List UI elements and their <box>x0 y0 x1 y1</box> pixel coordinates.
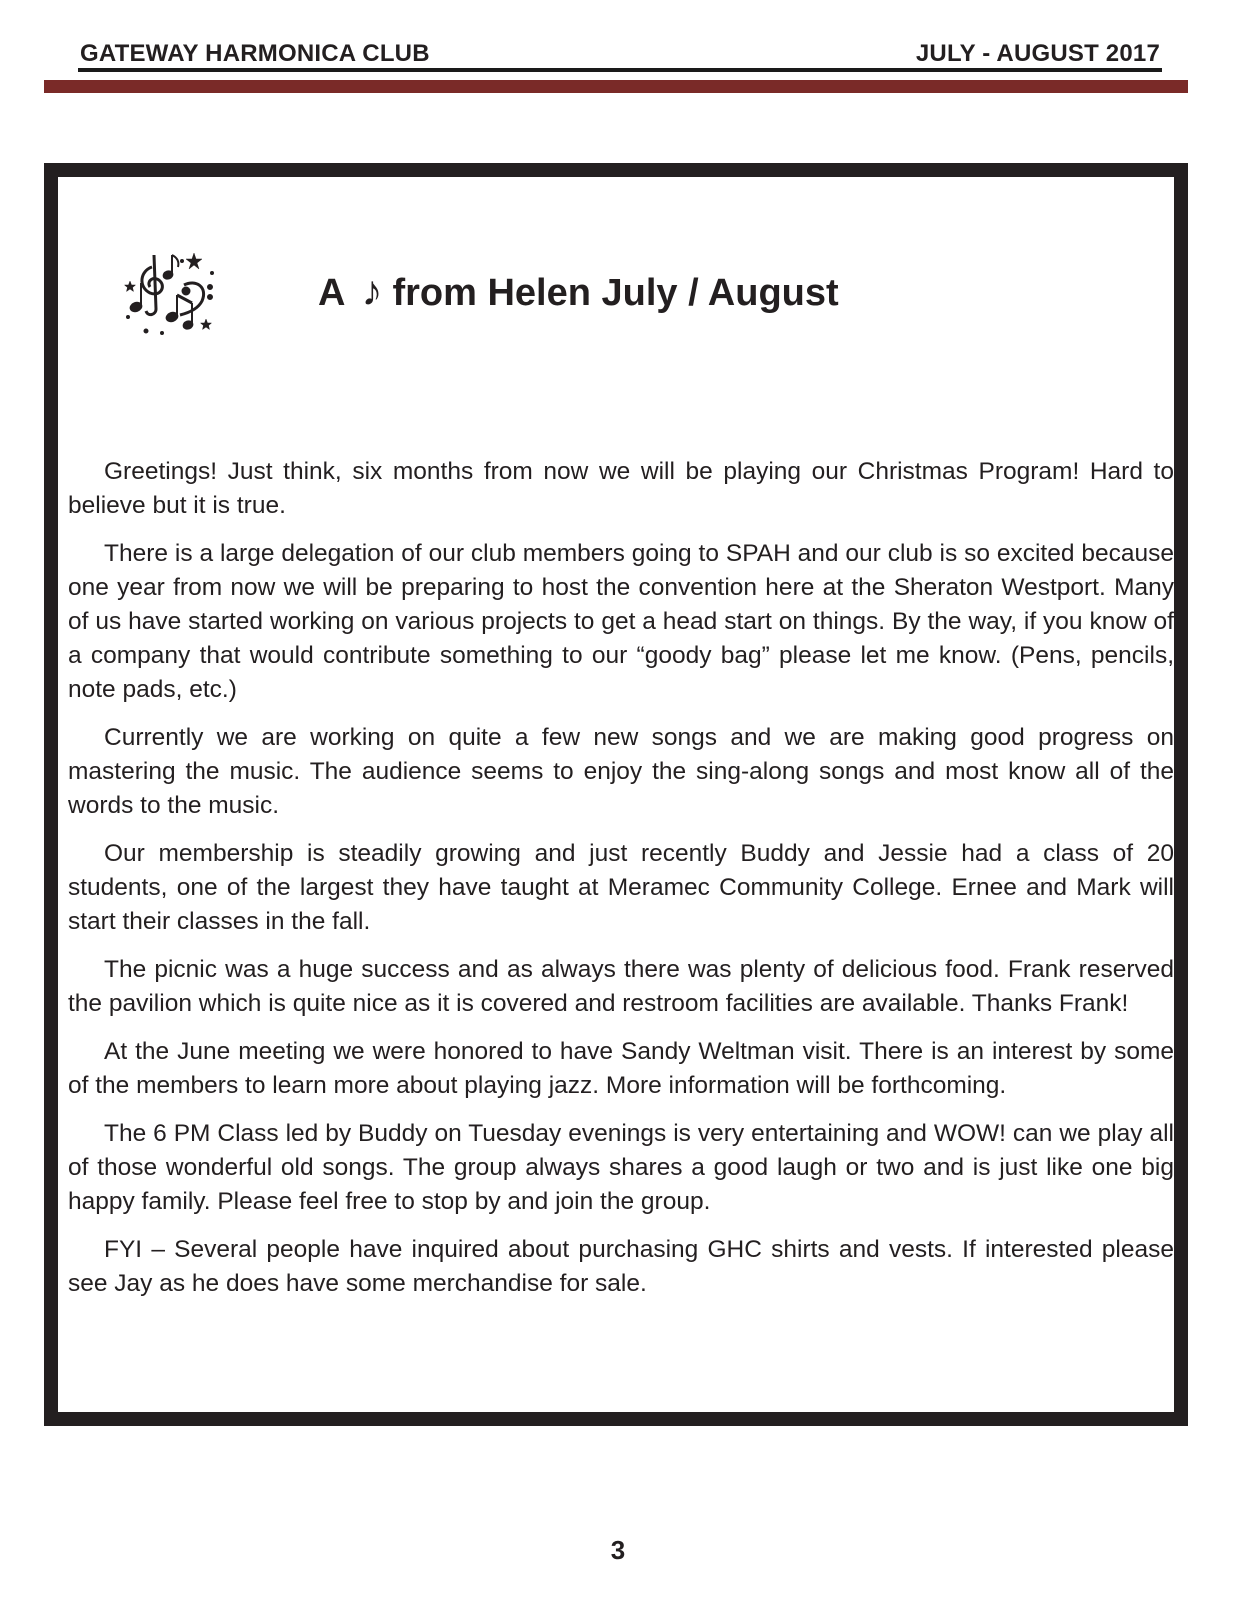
article-title <box>318 267 839 315</box>
article-body <box>68 455 1174 1315</box>
paragraph-spah: There is a large delegation of our club members going to SPAH and our club is so excited because one year from now we will be preparing to host the convention here at the Sheraton Westport. Many of us have started working on various projects to get a head start on things. By the way, if you know of a company that would contribute something to our “goody bag” please let me know. (Pens, pencils, note pads, etc.) <box>68 540 1174 703</box>
music-notes-icon <box>122 247 218 337</box>
header-rule-thick <box>44 80 1188 93</box>
paragraph-6pm-class: The 6 PM Class led by Buddy on Tuesday evenings is very entertaining and WOW! can we play all of those wonderful old songs. The group always shares a good laugh or two and is just like one big happy family. Please feel free to stop by and join the group. <box>68 1120 1174 1215</box>
title-suffix: from Helen July / August <box>392 272 839 314</box>
club-name: GATEWAY HARMONICA CLUB <box>80 40 430 67</box>
title-prefix: A <box>318 272 346 314</box>
eighth-note-icon: ♪ <box>361 267 383 314</box>
paragraph-picnic: The picnic was a huge success and as always there was plenty of delicious food. Frank reserved the pavilion which is quite nice as it is covered and restroom facilities are available. Thanks Frank! <box>68 956 1174 1017</box>
article-frame <box>44 163 1188 1426</box>
issue-date: JULY - AUGUST 2017 <box>915 40 1160 67</box>
paragraph-membership: Our membership is steadily growing and just recently Buddy and Jessie had a class of 20 students, one of the largest they have taught at Meramec Community College. Ernee and Mark will start their classes in the fall. <box>68 840 1174 935</box>
page-header <box>80 40 1160 70</box>
header-rule-thin <box>78 68 1162 72</box>
paragraph-fyi: FYI – Several people have inquired about purchasing GHC shirts and vests. If interested please see Jay as he does have some merchandise for sale. <box>68 1236 1174 1297</box>
page-number: 3 <box>610 1535 626 1565</box>
paragraph-june-meeting: At the June meeting we were honored to have Sandy Weltman visit. There is an interest by some of the members to learn more about playing jazz. More information will be forthcoming. <box>68 1038 1174 1099</box>
paragraph-greetings: Greetings! Just think, six months from now we will be playing our Christmas Program! Hard to believe but it is true. <box>68 458 1174 519</box>
paragraph-new-songs: Currently we are working on quite a few new songs and we are making good progress on mastering the music. The audience seems to enjoy the sing-along songs and most know all of the words to the music. <box>68 724 1174 819</box>
